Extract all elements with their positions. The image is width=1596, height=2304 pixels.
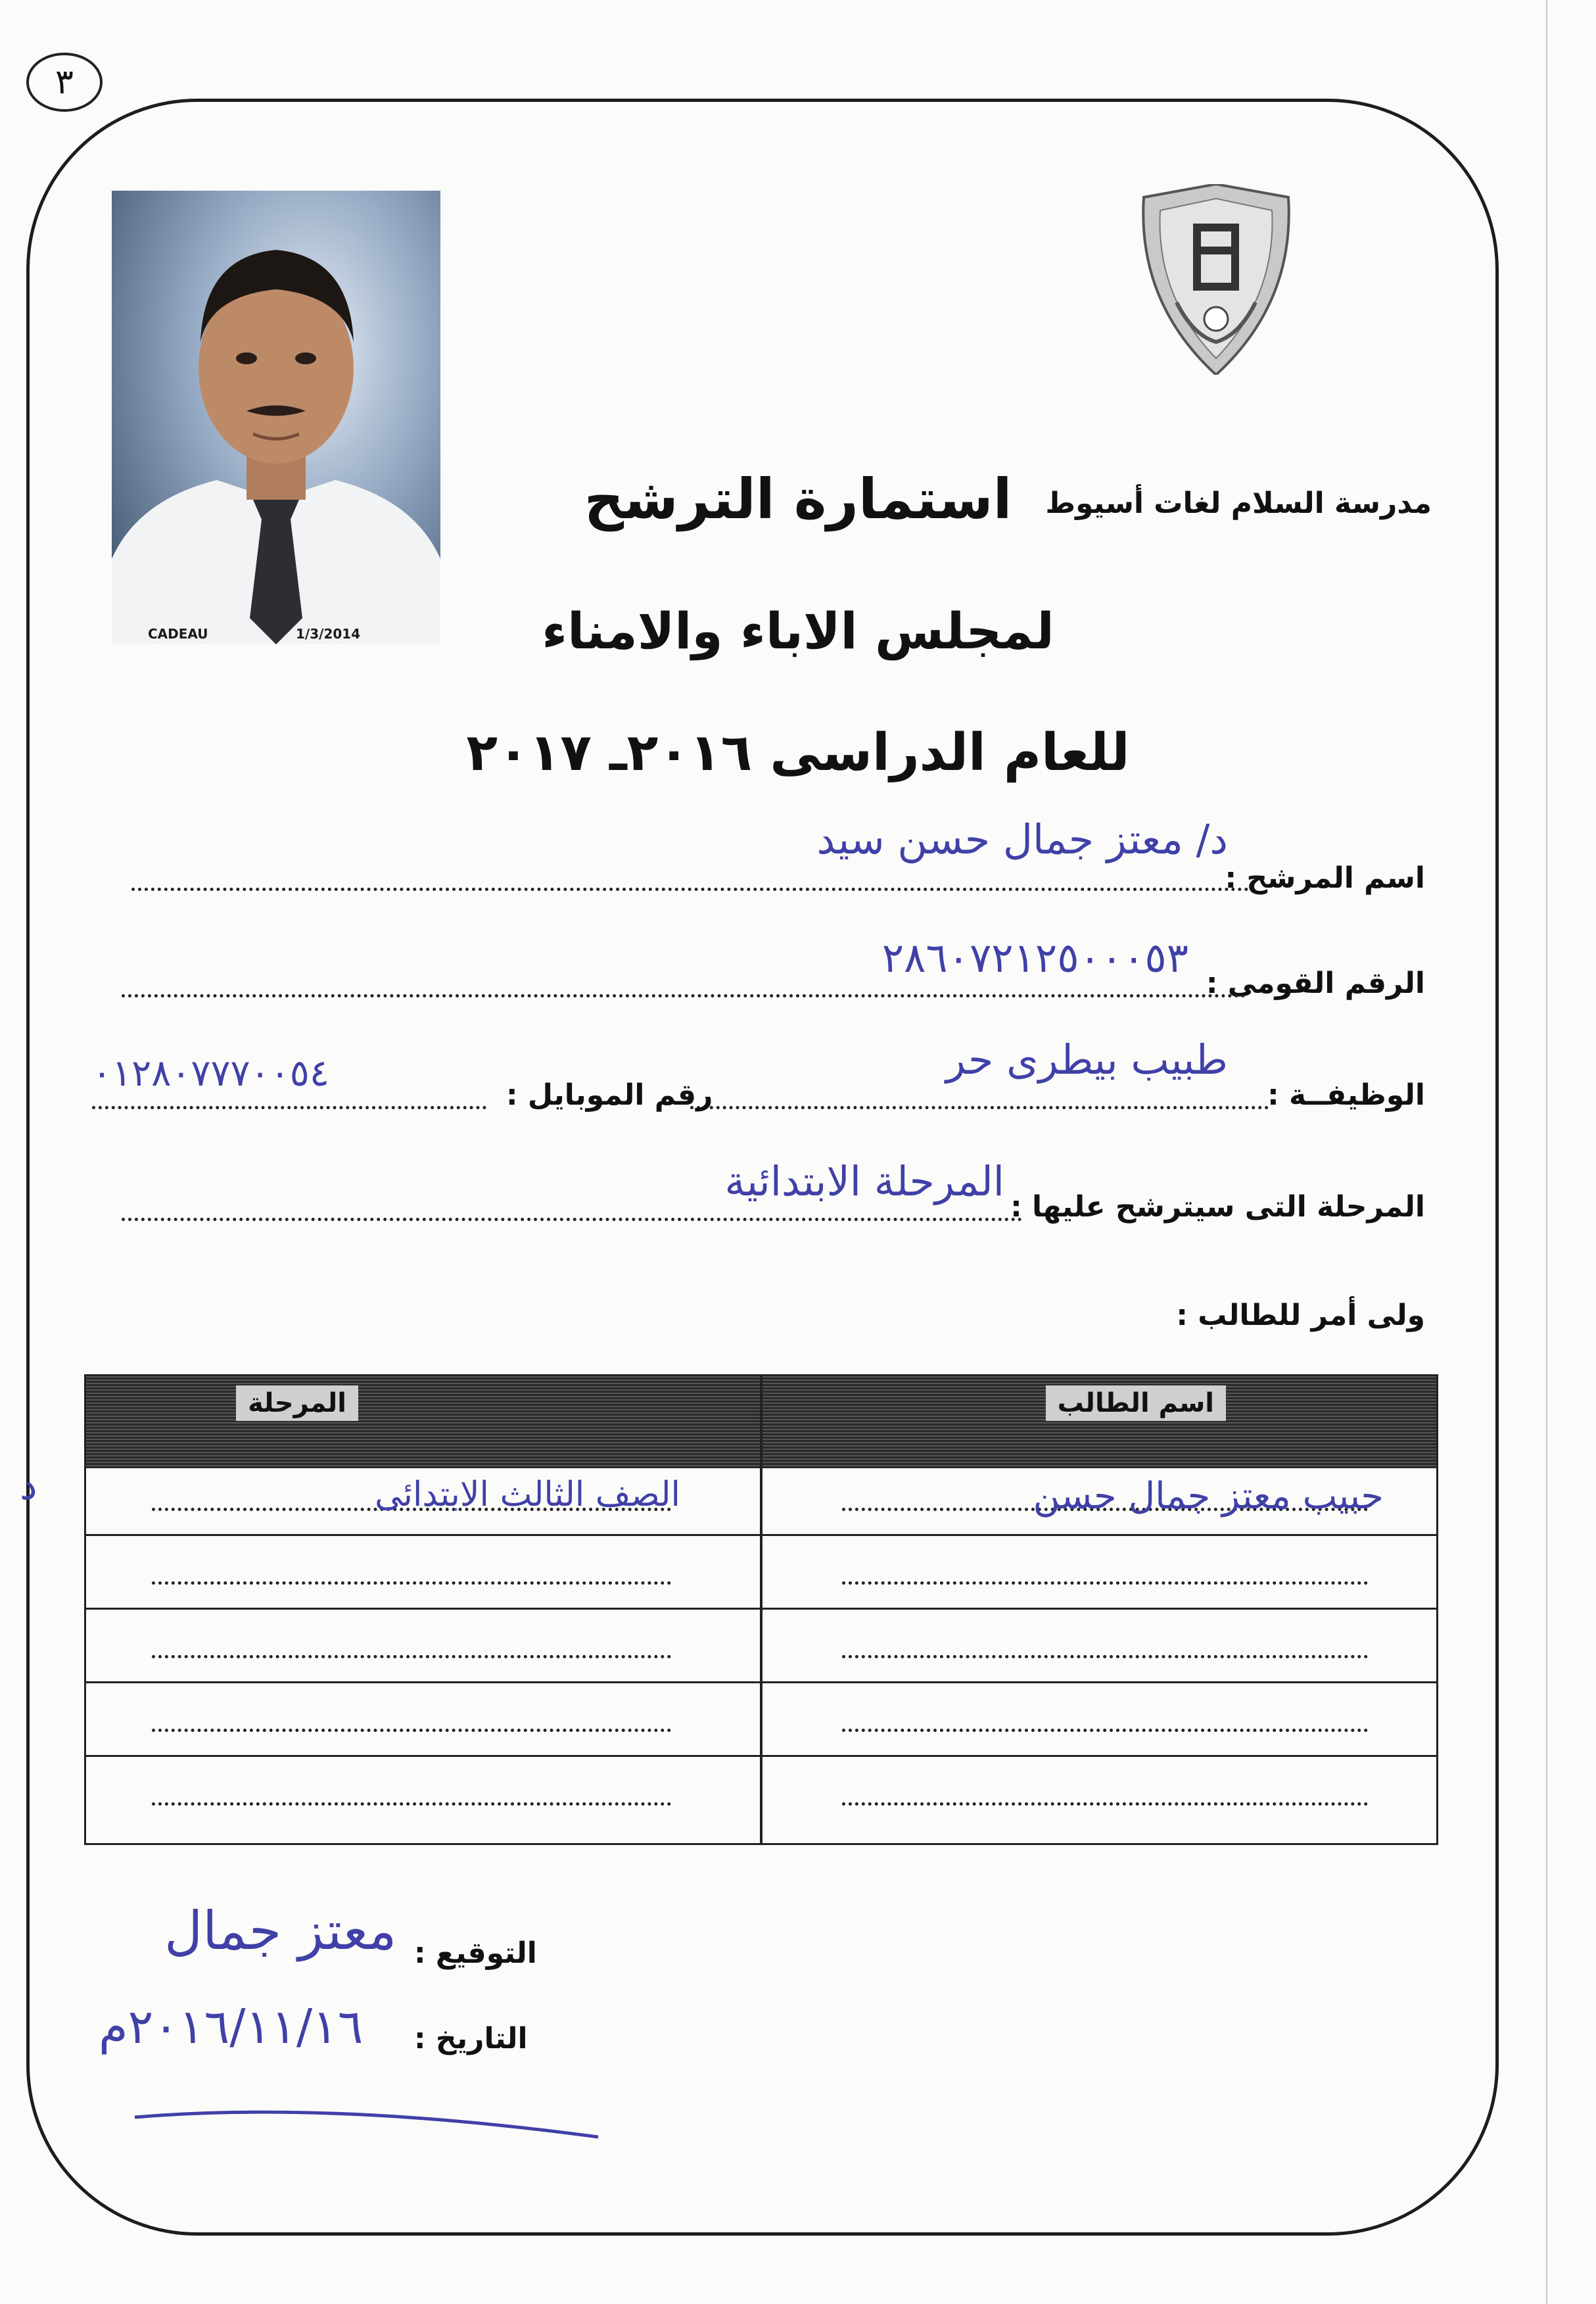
job-line bbox=[690, 1106, 1269, 1109]
stage-line bbox=[122, 1218, 1022, 1221]
candidate-name-label: اسم المرشح : bbox=[1225, 861, 1425, 895]
column-separator bbox=[760, 1376, 763, 1843]
margin-note: د bbox=[20, 1463, 37, 1509]
date-value: ٢٠١٦/١١/١٦م bbox=[99, 1999, 364, 2054]
mobile-line bbox=[92, 1106, 486, 1109]
national-id-value: ٢٨٦٠٧٢١٢٥٠٠٠٥٣ bbox=[881, 934, 1188, 982]
candidate-photo bbox=[112, 191, 440, 644]
date-label: التاريخ : bbox=[414, 2022, 528, 2055]
table-row bbox=[842, 1655, 1368, 1658]
page-number: ٣ bbox=[26, 53, 103, 112]
form-title: استمارة الترشح bbox=[584, 467, 1012, 531]
council-title: لمجلس الاباء والامناء bbox=[542, 602, 1054, 660]
job-value: طبيب بيطرى حر bbox=[945, 1036, 1228, 1084]
signature-value: معتز جمال bbox=[164, 1900, 397, 1961]
job-label: الوظيفــة : bbox=[1267, 1078, 1425, 1112]
table-row bbox=[842, 1581, 1368, 1585]
student-name-value: حبيب معتز جمال حسن bbox=[1033, 1475, 1384, 1518]
national-id-label: الرقم القومى : bbox=[1206, 967, 1425, 1000]
photo-studio: CADEAU bbox=[148, 626, 208, 642]
table-row bbox=[842, 1729, 1368, 1732]
row-divider bbox=[86, 1608, 1436, 1610]
header-student-name: اسم الطالب bbox=[1046, 1385, 1226, 1421]
mobile-value: ٠١٢٨٠٧٧٧٠٠٥٤ bbox=[92, 1052, 329, 1095]
row-divider bbox=[86, 1681, 1436, 1683]
national-id-line bbox=[122, 994, 1246, 997]
school-name: مدرسة السلام لغات أسيوط bbox=[1045, 487, 1432, 520]
table-row bbox=[152, 1802, 671, 1806]
table-row bbox=[152, 1581, 671, 1585]
mobile-label: رقم الموبايل : bbox=[506, 1078, 713, 1112]
student-stage-value: الصف الثالث الابتدائى bbox=[375, 1475, 680, 1514]
guardian-label: ولى أمر للطالب : bbox=[1176, 1299, 1425, 1332]
underline-stroke bbox=[131, 2098, 605, 2144]
academic-year-title: للعام الدراسى ٢٠١٦ـ ٢٠١٧ bbox=[466, 723, 1130, 782]
candidate-name-value: د/ معتز جمال حسن سيد bbox=[816, 815, 1228, 863]
stage-label: المرحلة التى سيترشح عليها : bbox=[1010, 1190, 1425, 1224]
table-row bbox=[152, 1729, 671, 1732]
stage-value: المرحلة الابتدائية bbox=[724, 1157, 1004, 1205]
row-divider bbox=[86, 1534, 1436, 1536]
header-stage: المرحلة bbox=[236, 1385, 358, 1421]
person-silhouette bbox=[112, 191, 440, 644]
table-row bbox=[152, 1655, 671, 1658]
table-row bbox=[842, 1802, 1368, 1806]
school-crest-logo bbox=[1131, 184, 1302, 375]
row-divider bbox=[86, 1755, 1436, 1757]
signature-label: التوقيع : bbox=[414, 1936, 537, 1970]
candidate-name-line bbox=[131, 888, 1249, 891]
students-table bbox=[84, 1374, 1438, 1845]
photo-date: 1/3/2014 bbox=[296, 626, 361, 642]
scan-edge bbox=[1546, 0, 1547, 2304]
